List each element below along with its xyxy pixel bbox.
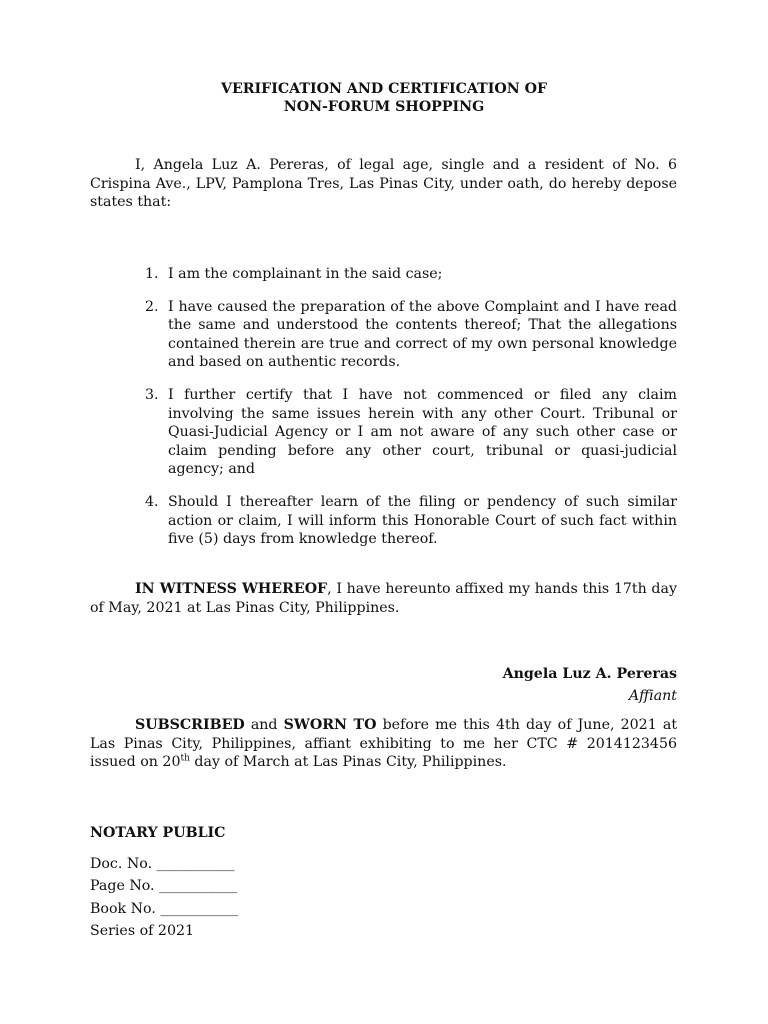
notary-block bbox=[90, 822, 238, 943]
item-text: I further certify that I have not commenced or filed any claim involving the same issues herein with any other Court. Tribunal or Quasi-Judicial Agency or I am not aware of any such other case or claim pending before any other court, tribunal or quasi-judicial agency; and bbox=[168, 386, 677, 478]
affiant-role: Affiant bbox=[628, 688, 677, 704]
item-number: 2. bbox=[145, 298, 159, 315]
item-text: Should I thereafter learn of the filing or pendency of such similar action or claim, I will inform this Honorable Court of such fact within five (5) days from knowledge thereof. bbox=[168, 493, 677, 548]
subscribed-text-1: before me this 4th day of June, 2021 at Las Pinas City, Philippines, affiant exhibiting to me her CTC # 2014123456 issued on 20 bbox=[90, 717, 678, 771]
item-number: 3. bbox=[145, 386, 159, 403]
item-text: I have caused the preparation of the above Complaint and I have read the same and understood the contents thereof; That the allegations contained therein are true and correct of my own personal knowledge and based on authentic records. bbox=[168, 298, 677, 371]
witness-bold: IN WITNESS WHEREOF bbox=[135, 581, 328, 597]
item-number: 4. bbox=[145, 493, 159, 510]
title-line-2: NON-FORUM SHOPPING bbox=[283, 99, 485, 115]
page-number: Page No. ___________ bbox=[90, 878, 238, 894]
subscribed-text-2: day of March at Las Pinas City, Philippines. bbox=[189, 754, 507, 771]
title-line-1: VERIFICATION AND CERTIFICATION OF bbox=[220, 81, 548, 97]
intro-text: I, Angela Luz A. Pereras, of legal age, single and a resident of No. 6 Crispina Ave., LPV, Pamplona Tres, Las Pinas City, under oath, do hereby depose states that: bbox=[90, 157, 677, 211]
item-number: 1. bbox=[145, 266, 159, 282]
sworn-bold: SWORN TO bbox=[283, 717, 377, 733]
affiant-name: Angela Luz A. Pereras bbox=[502, 666, 677, 682]
list-item bbox=[145, 386, 677, 479]
series-year: Series of 2021 bbox=[90, 923, 195, 939]
list-item bbox=[145, 298, 677, 372]
witness-text: , I have hereunto affixed my hands this 17th day of May, 2021 at Las Pinas City, Philippines. bbox=[90, 581, 677, 616]
ordinal-suffix: th bbox=[180, 753, 190, 764]
subscribed-and: and bbox=[244, 717, 284, 733]
item-text: I am the complainant in the said case; bbox=[168, 266, 443, 282]
subscribed-paragraph bbox=[90, 716, 677, 772]
list-item bbox=[145, 493, 677, 549]
doc-number: Doc. No. ___________ bbox=[90, 855, 235, 872]
subscribed-bold: SUBSCRIBED bbox=[135, 717, 245, 733]
statements-list bbox=[145, 265, 677, 563]
intro-paragraph bbox=[90, 156, 677, 212]
notary-heading: NOTARY PUBLIC bbox=[90, 825, 226, 841]
affiant-signature-block bbox=[503, 663, 677, 707]
book-number: Book No. ___________ bbox=[90, 900, 239, 917]
document-title bbox=[0, 80, 768, 116]
list-item bbox=[145, 265, 677, 284]
witness-paragraph bbox=[90, 580, 677, 617]
